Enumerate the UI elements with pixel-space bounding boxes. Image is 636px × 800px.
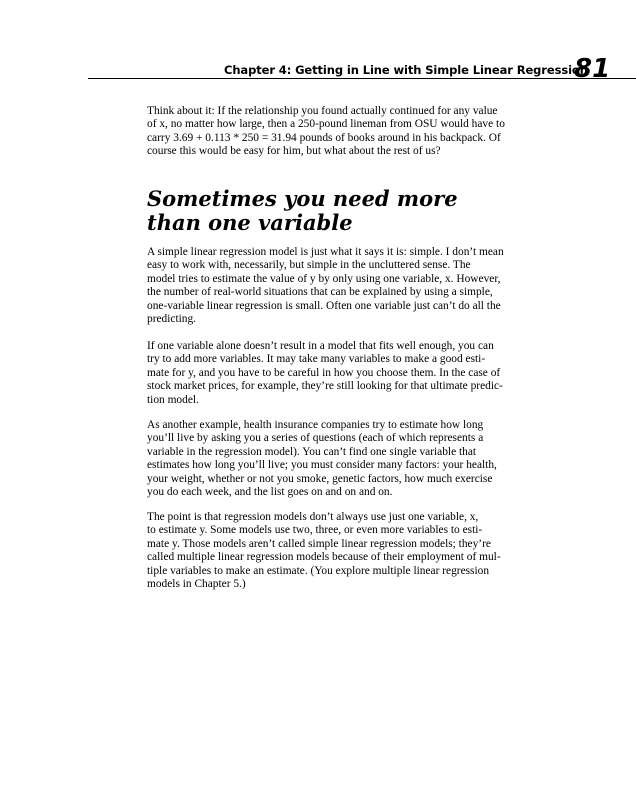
text-line: variable in the regression model). You can’t find one single variable that — [147, 445, 477, 458]
text-line: stock market prices, for example, they’re still looking for that ultimate predic- — [147, 380, 503, 393]
text-line: mate y. Those models aren’t called simple linear regression models; they’re — [147, 537, 491, 550]
text-line: Think about it: If the relationship you found actually continued for any value — [147, 105, 498, 117]
text-line: easy to work with, necessarily, but simple in the uncluttered sense. The — [147, 259, 471, 272]
text-line: As another example, health insurance companies try to estimate how long — [147, 419, 484, 431]
text-line: you do each week, and the list goes on and on and on. — [147, 486, 393, 499]
chapter-title: Chapter 4: Getting in Line with Simple Linear Regression — [224, 63, 588, 77]
heading-line: than one variable — [147, 210, 353, 235]
running-header — [88, 60, 588, 82]
page-number: 81 — [574, 54, 611, 84]
paragraph-4 — [147, 419, 557, 499]
text-line: called multiple linear regression models because of their employment of mul- — [147, 551, 501, 564]
text-line: predicting. — [147, 313, 197, 326]
heading-line: Sometimes you need more — [147, 186, 458, 211]
text-line: try to add more variables. It may take many variables to make a good esti- — [147, 353, 486, 366]
text-line: you’ll live by asking you a series of questions (each of which represents a — [147, 432, 484, 445]
text-line: model tries to estimate the value of y by only using one variable, x. However, — [147, 272, 501, 285]
text-line: The point is that regression models don’t always use just one variable, x, — [147, 511, 479, 523]
text-line: carry 3.69 + 0.113 * 250 = 31.94 pounds of books around in his backpack. Of — [147, 131, 501, 144]
text-line: If one variable alone doesn’t result in a model that fits well enough, you can — [147, 340, 494, 352]
text-line: estimates how long you’ll live; you must consider many factors: your health, — [147, 459, 497, 472]
section-heading — [147, 187, 547, 235]
text-line: of x, no matter how large, then a 250-pound lineman from OSU would have to — [147, 118, 505, 131]
paragraph-3 — [147, 340, 557, 407]
text-line: the number of real-world situations that can be explained by using a simple, — [147, 286, 493, 299]
text-line: mate for y, and you have to be careful in how you choose them. In the case of — [147, 366, 501, 379]
paragraph-2 — [147, 246, 557, 326]
text-line: models in Chapter 5.) — [147, 578, 246, 591]
header-rule — [88, 78, 220, 79]
paragraph-5 — [147, 511, 557, 591]
text-line: A simple linear regression model is just what it says it is: simple. I don’t mean — [147, 246, 504, 258]
text-line: one-variable linear regression is small. Often one variable just can’t do all the — [147, 299, 501, 312]
text-line: tiple variables to make an estimate. (You explore multiple linear regression — [147, 564, 490, 577]
text-line: tion model. — [147, 393, 199, 406]
paragraph-1 — [147, 105, 557, 159]
text-line: course this would be easy for him, but what about the rest of us? — [147, 145, 441, 158]
text-line: your weight, whether or not you smoke, genetic factors, how much exercise — [147, 472, 493, 485]
text-line: to estimate y. Some models use two, three, or even more variables to esti- — [147, 524, 483, 537]
